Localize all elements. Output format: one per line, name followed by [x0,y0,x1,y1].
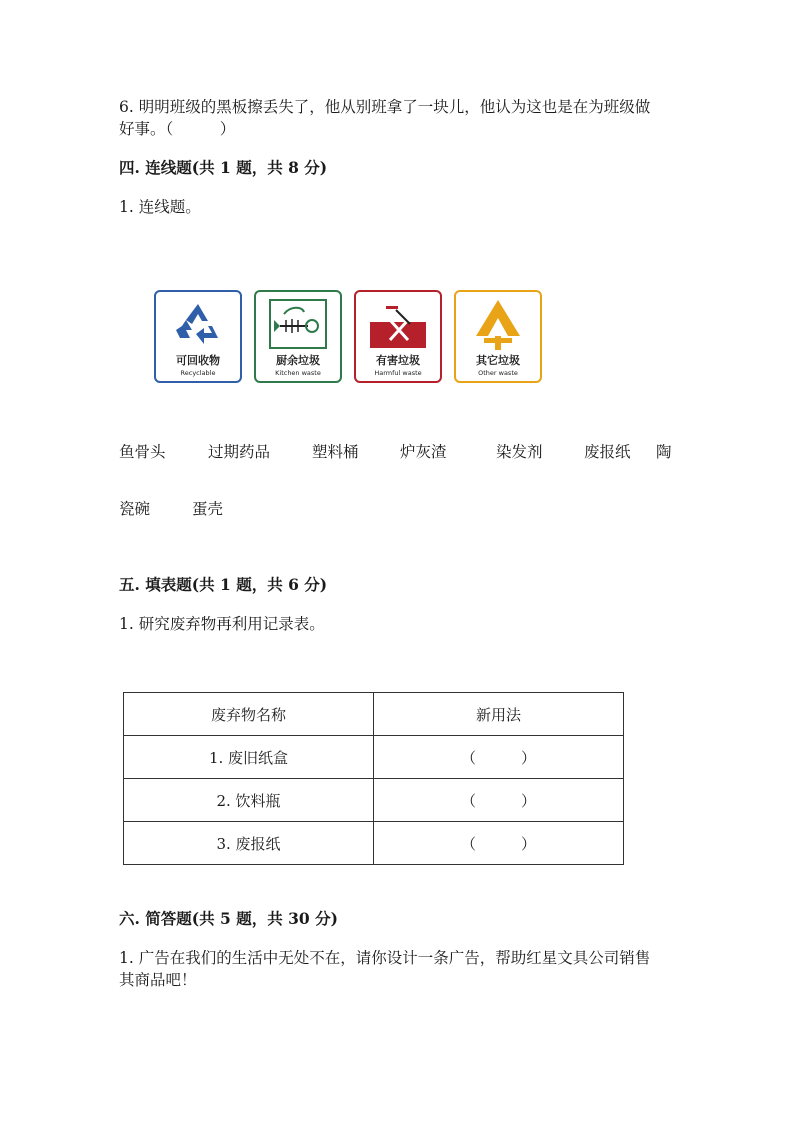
recycle-icon [156,292,240,352]
question-6-line-2: 好事。（ ） [119,120,236,138]
bin-recyclable [154,290,242,383]
bin-kitchen-waste [254,290,342,383]
waste-item: 瓷碗 [119,500,151,518]
waste-item: 鱼骨头 [119,443,166,461]
table-cell: 3. 废报纸 [124,822,374,865]
table-header-row [124,693,624,736]
bin-other-waste [454,290,542,383]
waste-item: 塑料桶 [312,443,359,461]
waste-item: 染发剂 [496,443,543,461]
answer-blank: （ ） [374,736,624,779]
bin-harmful-english: Harmful waste [374,369,422,377]
table-header: 废弃物名称 [124,693,374,736]
bin-kitchen-label: 厨余垃圾 [276,354,320,367]
fish-bone-icon [256,292,340,352]
table-row [124,822,624,865]
section-4-title: 四. 连线题(共 1 题，共 8 分) [119,158,328,177]
bin-other-label: 其它垃圾 [476,354,520,367]
bin-other-english: Other waste [478,369,518,377]
table-row [124,779,624,822]
table-cell: 1. 废旧纸盒 [124,736,374,779]
reuse-record-table [123,692,624,865]
waste-item: 蛋壳 [192,500,224,518]
waste-item: 陶 [656,443,672,461]
table-header: 新用法 [374,693,624,736]
section-6-question-1-line-1: 1. 广告在我们的生活中无处不在，请你设计一条广告，帮助红星文具公司销售 [119,949,651,967]
section-5-question-1: 1. 研究废弃物再利用记录表。 [119,615,325,633]
waste-bin-signs [154,290,546,385]
battery-icon [356,292,440,352]
waste-item: 废报纸 [584,443,631,461]
question-6-line-1: 6. 明明班级的黑板擦丢失了，他从别班拿了一块儿，他认为这也是在为班级做 [119,98,651,116]
bin-harmful-label: 有害垃圾 [376,354,420,367]
bin-recyclable-english: Recyclable [180,369,216,377]
section-6-question-1-line-2: 其商品吧！ [119,971,197,989]
answer-blank: （ ） [374,779,624,822]
waste-item: 炉灰渣 [400,443,447,461]
bin-recyclable-label: 可回收物 [176,354,220,367]
other-waste-icon [456,292,540,352]
section-6-title: 六. 简答题(共 5 题，共 30 分) [119,909,338,928]
answer-blank: （ ） [374,822,624,865]
bin-kitchen-english: Kitchen waste [275,369,321,377]
table-cell: 2. 饮料瓶 [124,779,374,822]
table-row [124,736,624,779]
section-4-question-1: 1. 连线题。 [119,198,201,216]
section-5-title: 五. 填表题(共 1 题，共 6 分) [119,575,328,594]
waste-item: 过期药品 [208,443,271,461]
bin-harmful-waste [354,290,442,383]
